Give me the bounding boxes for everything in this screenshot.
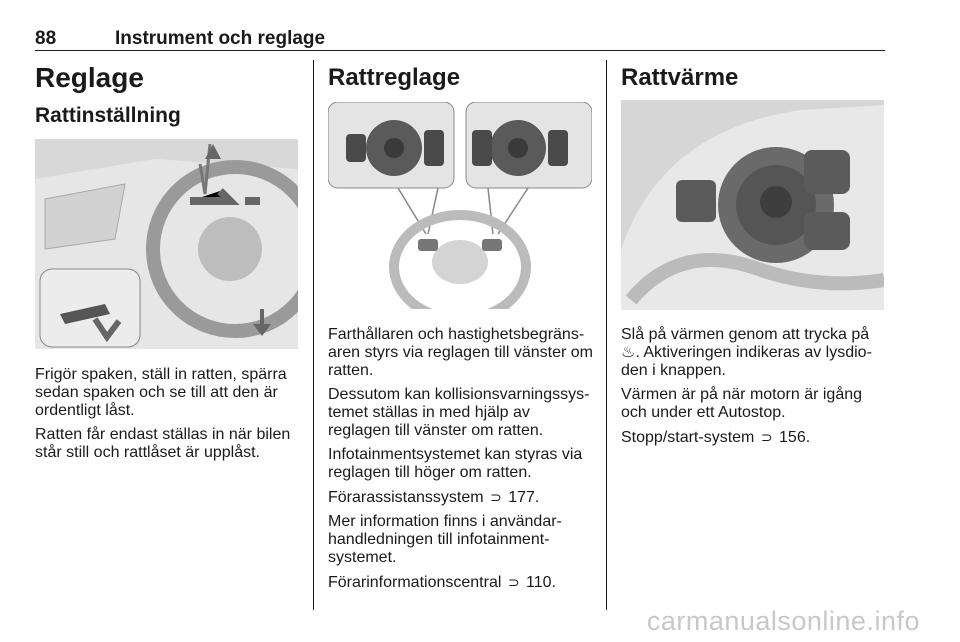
body-paragraph [621, 326, 889, 380]
reference-page: 110. [526, 574, 556, 591]
column-divider [313, 60, 314, 610]
section-heading: Reglage [35, 62, 144, 93]
column-right [621, 60, 886, 96]
body-paragraph: Dessutom kan kollisionsvarningssys- temet ställas in med hjälp av reglagen till vänster om ratten. [328, 386, 590, 439]
column-right-text [621, 326, 889, 453]
header-rule [35, 50, 885, 51]
steering-adjustment-figure [35, 139, 298, 349]
reference-label: Stopp/start-system [621, 429, 755, 446]
page-ref-icon: ⊃ [490, 489, 502, 505]
watermark: carmanualsonline.info [646, 606, 920, 636]
instruction-text-rest: . Aktiveringen indikeras av lysdio- den i knappen. [621, 344, 872, 379]
column-left-text [35, 366, 300, 468]
running-title: Instrument och reglage [115, 28, 326, 49]
subsection-heading: Rattinställning [35, 104, 181, 127]
heated-wheel-icon: ♨ [621, 344, 636, 361]
steering-controls-figure [328, 102, 592, 309]
column-left [35, 60, 300, 130]
reference-page: 177. [508, 489, 540, 506]
page-number: 88 [35, 28, 57, 49]
page-header [35, 28, 885, 50]
body-paragraph: Frigör spaken, ställ in ratten, spärra sedan spaken och se till att den är ordentligt låst. [35, 366, 287, 419]
body-paragraph: Ratten får endast ställas in när bilen står still och rattlåset är upplåst. [35, 426, 291, 461]
cross-reference [328, 573, 593, 592]
reference-label: Förarassistanssystem [328, 489, 484, 506]
cross-reference [328, 488, 593, 507]
body-paragraph: Värmen är på när motorn är igång och under ett Autostop. [621, 386, 863, 421]
page-ref-icon: ⊃ [760, 429, 773, 445]
cross-reference [621, 428, 889, 447]
instruction-text: Slå på värmen genom att trycka på [621, 326, 870, 343]
body-paragraph: Infotainmentsystemet kan styras via reglagen till höger om ratten. [328, 446, 583, 481]
reference-page: 156. [779, 429, 811, 446]
section-heading: Rattreglage [328, 64, 461, 91]
column-divider [606, 60, 607, 610]
body-paragraph: Mer information finns i användar- handledningen till infotainment- systemet. [328, 513, 562, 566]
page-ref-icon: ⊃ [507, 574, 520, 590]
column-middle-text [328, 326, 593, 598]
reference-label: Förarinformationscentral [328, 574, 502, 591]
body-paragraph: Farthållaren och hastighetsbegräns- aren styrs via reglagen till vänster om ratten. [328, 326, 593, 379]
heated-steering-figure [621, 100, 884, 310]
column-middle [328, 60, 593, 96]
section-heading: Rattvärme [621, 64, 739, 91]
